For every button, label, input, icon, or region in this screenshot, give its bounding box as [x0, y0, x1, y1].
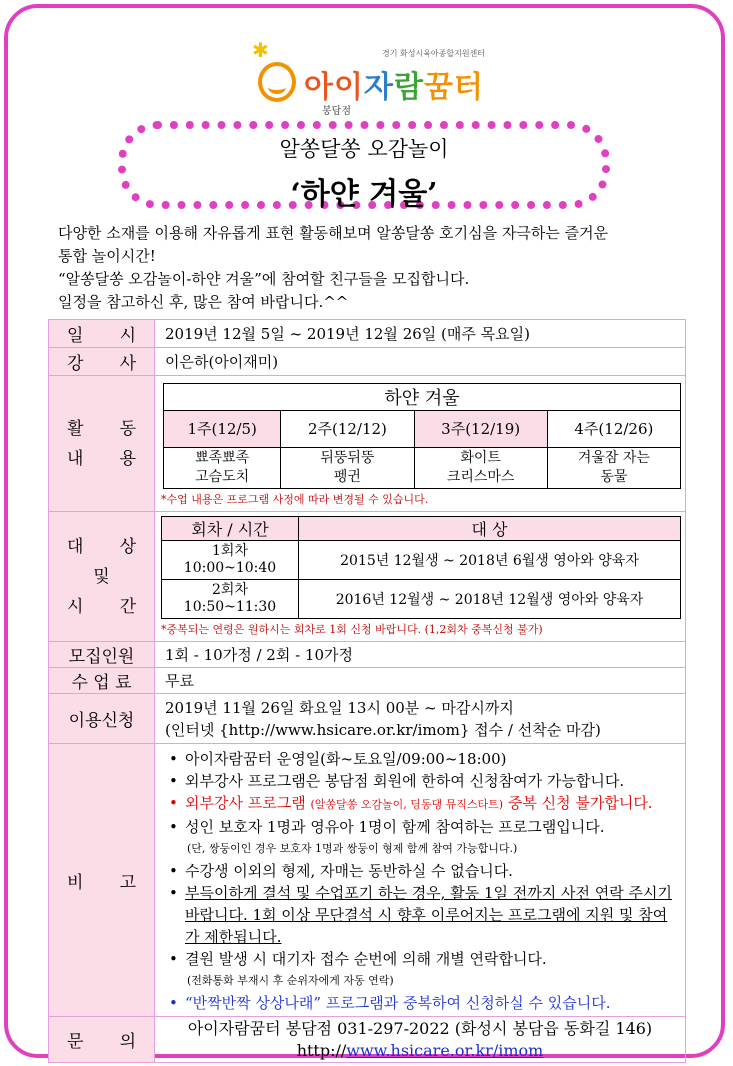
recruit-value: 1회 - 10가정 / 2회 - 10가정: [155, 642, 686, 668]
notes-item: • 결원 발생 시 대기자 접수 순번에 의해 개별 연락합니다.: [169, 948, 681, 970]
program-subtitle: ‘하얀 겨울’: [290, 177, 438, 212]
activity-cell: [155, 376, 686, 512]
activity-item: 화이트 크리스마스: [414, 447, 547, 488]
contact-url: http://www.hsicare.or.kr/imom: [296, 1040, 544, 1060]
apply-label: 이용신청: [49, 694, 155, 744]
logo: [250, 38, 500, 117]
intro-line: “알쏭달쏭 오감놀이-하얀 겨울”에 참여할 친구들을 모집합니다.: [58, 270, 470, 288]
notes-item: • 아이자람꿈터 운영일(화~토요일/09:00~18:00): [169, 748, 681, 770]
notes-cell: [155, 744, 686, 1017]
title-box: [118, 121, 610, 212]
target-note: *중복되는 연령은 원하시는 회차로 1회 신청 바랍니다. (1,2회차 중복신청 불가): [161, 623, 543, 636]
target-col-target: 대 상: [299, 517, 681, 541]
notes-item: • “반짝반짝 상상나래” 프로그램과 중복하여 신청하실 수 있습니다.: [169, 992, 681, 1014]
star-icon: ✱: [252, 38, 269, 62]
contact-label: 문 의: [49, 1017, 155, 1063]
intro-line: 통합 놀이시간!: [58, 247, 156, 265]
week-2: 2주(12/12): [281, 410, 414, 447]
target-cell: [155, 512, 686, 642]
notes-item: • 외부강사 프로그램은 봉담점 회원에 한하여 신청참여가 가능합니다.: [169, 770, 681, 792]
intro-line: 다양한 소재를 이용해 자유롭게 표현 활동해보며 알쏭달쏭 호기심을 자극하는 즐거운: [58, 224, 609, 242]
teacher-label: 강 사: [49, 348, 155, 376]
week-4: 4주(12/26): [547, 410, 680, 447]
session-1: 1회차 10:00~10:40: [162, 541, 299, 580]
apply-period: 2019년 11월 26일 화요일 13시 00분 ~ 마감시까지: [165, 698, 514, 717]
logo-org: 경기 화성시육아종합지원센터: [382, 49, 486, 58]
intro-line: 일정을 참고하신 후, 많은 참여 바랍니다.^^: [58, 293, 349, 311]
activity-label: 활 동 내 용: [49, 376, 155, 512]
activity-item: 뒤뚱뒤뚱 펭귄: [281, 447, 414, 488]
teacher-value: 이은하(아이재미): [155, 348, 686, 376]
contact-link[interactable]: www.hsicare.or.kr/imom: [346, 1040, 544, 1060]
notes-item: • 외부강사 프로그램 (알쏭달쏭 오감놀이, 딩동댕 뮤직스타트) 중복 신청 불가합니다.: [169, 792, 681, 816]
apply-method: (인터넷 {http://www.hsicare.or.kr/imom} 접수 / 선착순 마감): [165, 720, 601, 739]
session-2-target: 2016년 12월생 ~ 2018년 12월생 영아와 양육자: [299, 580, 681, 619]
activity-item: 뾰족뾰족 고슴도치: [164, 447, 281, 488]
fee-label: 수 업 료: [49, 668, 155, 694]
date-label: 일 시: [49, 320, 155, 348]
target-label: 대 상 및 시 간: [49, 512, 155, 642]
session-2: 2회차 10:50~11:30: [162, 580, 299, 619]
intro-text: [58, 222, 688, 314]
target-table: [161, 516, 681, 619]
program-title: 알쏭달쏭 오감놀이: [279, 137, 449, 161]
notes-subitem: (단, 쌍둥이인 경우 보호자 1명과 쌍둥이 형제 함께 참여 가능합니다.): [187, 842, 518, 855]
week-1: 1주(12/5): [164, 410, 281, 447]
activity-table: [163, 383, 681, 489]
info-table: [48, 319, 686, 1063]
activity-item: 겨울잠 자는 동물: [547, 447, 680, 488]
activity-title: 하얀 겨울: [164, 383, 681, 410]
notes-item: • 수강생 이외의 형제, 자매는 동반하실 수 없습니다.: [169, 860, 681, 882]
apply-cell: [155, 694, 686, 744]
notes-label: 비 고: [49, 744, 155, 1017]
notes-item: • 부득이하게 결석 및 수업포기 하는 경우, 활동 1일 전까지 사전 연락 주시기 바랍니다. 1회 이상 무단결석 시 향후 이루어지는 프로그램에 지원 및 참여가 제한됩니다.: [169, 882, 681, 948]
logo-branch: 봉담점: [322, 106, 351, 117]
notes-subitem: (전화통화 부재시 후 순위자에게 자동 연락): [187, 974, 394, 987]
contact-cell: [155, 1017, 686, 1063]
session-1-target: 2015년 12월생 ~ 2018년 6월생 영아와 양육자: [299, 541, 681, 580]
date-value: 2019년 12월 5일 ~ 2019년 12월 26일 (매주 목요일): [155, 320, 686, 348]
week-3: 3주(12/19): [414, 410, 547, 447]
recruit-label: 모집인원: [49, 642, 155, 668]
fee-value: 무료: [155, 668, 686, 694]
notes-list: [169, 748, 681, 1014]
contact-info: 아이자람꿈터 봉담점 031-297-2022 (화성시 봉담읍 동화길 146): [187, 1018, 653, 1038]
smiley-face-icon: [258, 62, 296, 102]
logo-name: 아이자람꿈터: [304, 70, 484, 105]
notes-item: • 성인 보호자 1명과 영유아 1명이 함께 참여하는 프로그램입니다.: [169, 816, 681, 838]
activity-note: *수업 내용은 프로그램 사정에 따라 변경될 수 있습니다.: [161, 492, 429, 506]
target-col-session: 회차 / 시간: [162, 517, 299, 541]
